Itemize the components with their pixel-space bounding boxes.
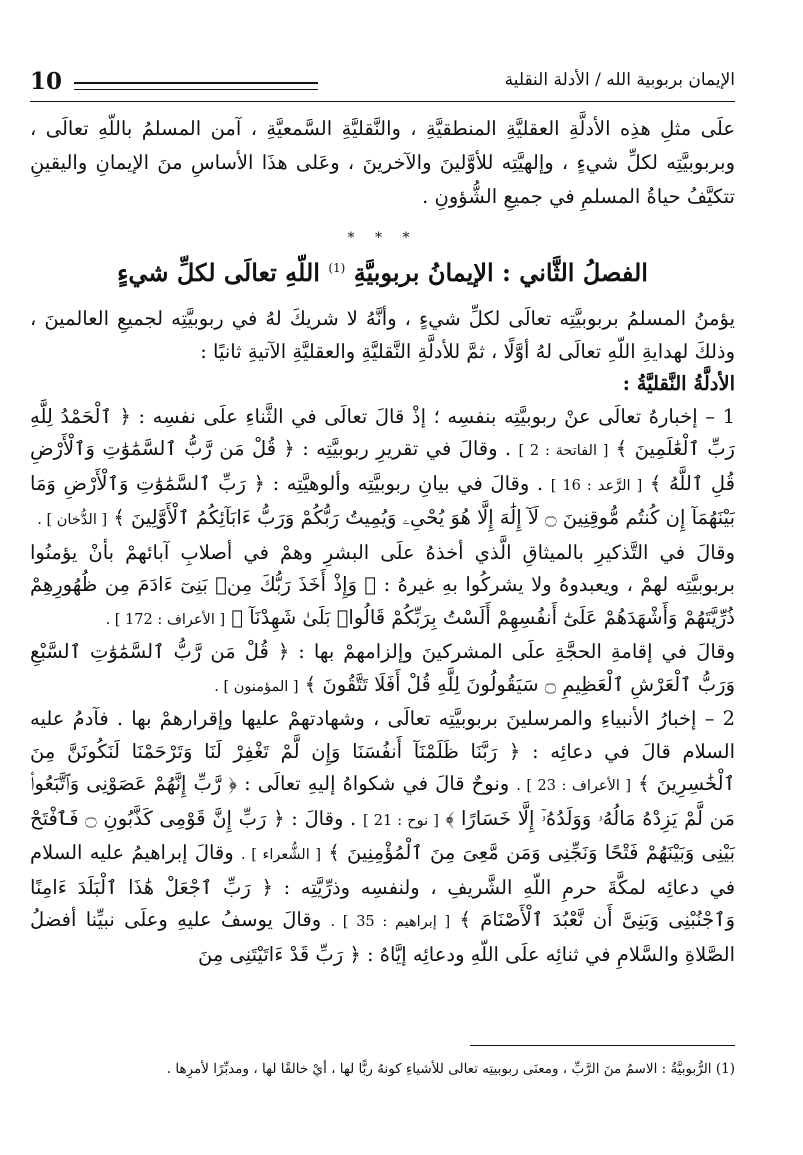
text-run: 2 – إخبارُ الأنبياءِ والمرسلينَ بربوبيَّتِه تعالَى ، وشهادتهمْ عليها وإقرارهمْ بها . فآدمُ عليه السلام قالَ في دعائِه :: [30, 707, 736, 763]
verse-reference: [ الرَّعد : 16 ]: [550, 477, 643, 494]
verse-reference: [ الشُّعراء ] .: [240, 847, 322, 863]
text-run: وقالَ يوسفُ عليهِ وعلَى نبيِّنا أفضلُ الصَّلاةِ والسَّلامِ في ثنائِه علَى اللّهِ ودعائِه إيَّاهُ :: [30, 908, 735, 966]
quran-verse: ﴿ ٱلْحَمْدُ لِلَّهِ رَبِّ ٱلْعَٰلَمِينَ ﴾: [30, 404, 735, 460]
quran-verse: ﴿ قُلْ مَن رَّبُّ ٱلسَّمَٰوَٰتِ وَٱلْأَرْضِ قُلِ ٱللَّهُ ﴾: [30, 437, 735, 495]
paragraph-covenant: [30, 537, 735, 637]
paragraph-argument: [30, 636, 735, 703]
text-run: . وقالَ في تقريرِ ربوبيَّتِه :: [302, 437, 512, 460]
footnote: (1) الرُّبوبيَّةُ : الاسمُ منَ الرَّبِّ ، ومعنَى ربوبيتِه تعالى للأشياءِ كونهُ ربًّا لها ، أيْ خالقًا لها ، ومدبِّرًا لأمرِها .: [166, 1061, 735, 1077]
quran-verse: ﴿ وَإِذْ أَخَذَ رَبُّكَ مِنۢ بَنِىٓ ءَادَمَ مِن ظُهُورِهِمْ ذُرِّيَّتَهُمْ وَأَشْهَدَهُمْ عَلَىٰٓ أَنفُسِهِمْ أَلَسْتُ بِرَبِّكُمْ قَالُوا۟ بَلَىٰ شَهِدْنَآ ﴾: [30, 573, 735, 629]
header-double-rule: [74, 82, 318, 90]
intro-section: [30, 112, 735, 214]
verse-reference: [ الدُّخان ] .: [37, 512, 108, 528]
verse-reference: [ الأعراف : 23 ] .: [516, 778, 632, 794]
text-run: وقالَ في إقامةِ الحجَّةِ علَى المشركينَ وإلزامهمْ بها :: [298, 640, 735, 663]
quran-verse: ﴿ قُلْ مَن رَّبُّ ٱلسَّمَٰوَٰتِ ٱلسَّبْعِ وَرَبُّ ٱلْعَرْشِ ٱلْعَظِيمِ ۝ سَيَقُولُونَ لِلَّهِ قُلْ أَفَلَا تَتَّقُونَ ﴾: [30, 640, 735, 696]
verse-reference: [ نوح : 21 ]: [362, 812, 439, 829]
verse-reference: [ المؤمنون ] .: [214, 678, 299, 695]
section-separator: * * *: [347, 230, 418, 246]
opening-paragraph: يؤمنُ المسلمُ بربوبيَّتِه تعالَى لكلِّ شيءٍ ، وأنَّهُ لا شريكَ لهُ في ربوبيَّتِه لجميعِ العالمينَ ، وذلكَ لهدايةِ اللّهِ تعالَى لهُ أوَّلًا ، ثمَّ للأدلَّةِ النَّقليَّةِ والعقليَّةِ الآتيةِ ثانيًا :: [30, 307, 735, 363]
text-run: . وقالَ :: [291, 806, 357, 830]
chapter-title-start: الفصلُ الثَّاني : الإيمانُ بربوبيَّةِ: [353, 258, 648, 287]
page-number: 10: [30, 68, 63, 95]
footnote-rule: [470, 1045, 735, 1046]
paragraph-point-2: [30, 703, 735, 971]
running-title: الإيمان بربوبية الله / الأدلة النقلية: [504, 70, 735, 90]
text-run: وقالَ إبراهيمُ عليه السلام في دعائِه لمكَّةَ حرمِ اللّهِ الشَّريفِ ، ولنفسِه وذرِّيَّتِه :: [30, 841, 736, 899]
footnote-marker: (1): [328, 261, 346, 275]
text-run: وقالَ في التَّذكيرِ بالميثاقِ الَّذي أخذهُ علَى البشرِ وهمْ في أصلابِ آبائهمْ بأنْ يؤمنُوا بربوبيَّتِه لهمْ ، ويعبدوهُ ولا يشركُوا بهِ غيرهُ :: [30, 540, 735, 596]
verse-reference: [ الفاتحة : 2 ]: [518, 443, 609, 459]
quran-verse: ﴿ رَبِّ ٱلسَّمَٰوَٰتِ وَٱلْأَرْضِ وَمَا بَيْنَهُمَآ إِن كُنتُم مُّوقِنِينَ ۝ لَآ إِلَٰهَ إِلَّا هُوَ يُحْىِۦ وَيُمِيتُ رَبُّكُمْ وَرَبُّ ءَابَآئِكُمُ ٱلْأَوَّلِينَ ﴾: [30, 471, 735, 529]
quran-verse: ﴿ رَبَّنَا ظَلَمْنَآ أَنفُسَنَا وَإِن لَّمْ تَغْفِرْ لَنَا وَتَرْحَمْنَا لَنَكُونَنَّ مِنَ ٱلْخَٰسِرِينَ ﴾: [30, 739, 736, 795]
body-text: [30, 112, 735, 971]
verse-reference: [ الأعراف : 172 ] .: [105, 611, 226, 628]
chapter-title: [30, 248, 735, 293]
chapter-title-end: اللّهِ تعالَى لكلِّ شيءٍ: [117, 258, 320, 287]
quran-verse: ﴿ رَبِّ قَدْ ءَاتَيْتَنِى مِنَ: [197, 942, 361, 966]
quran-verse: ﴿ رَبِّ إِنَّ قَوْمِى كَذَّبُونِ ۝ فَٱفْتَحْ بَيْنِى وَبَيْنَهُمْ فَتْحًا وَنَجِّنِى وَمَن مَّعِىَ مِنَ ٱلْمُؤْمِنِينَ ﴾: [30, 806, 735, 864]
paragraph-point-1: [30, 401, 735, 537]
header-divider: [30, 101, 735, 102]
quran-verse: ﴿ رَّبِّ إِنَّهُمْ عَصَوْنِى وَٱتَّبَعُوا۟ مَن لَّمْ يَزِدْهُ مَالُهُۥ وَوَلَدُهُۥٓ إِلَّا خَسَارًا ﴾: [30, 772, 735, 830]
subheading: الأدلَّةُ النَّقليَّةُ :: [622, 372, 735, 395]
text-run: 1 – إخبارهُ تعالَى عنْ ربوبيَّتِه بنفسِه ؛ إذْ قالَ تعالَى في الثَّناءِ علَى نفسِه :: [138, 404, 736, 428]
page-header: [30, 68, 735, 100]
verse-reference: [ إبراهيم : 35 ] .: [330, 914, 451, 930]
intro-paragraph: علَى مثلِ هذِه الأدلَّةِ العقليَّةِ المنطقيَّةِ ، والنَّقليَّةِ السَّمعيَّةِ ، آمن المسلمُ باللّهِ تعالَى ، وبربوبيَّتِه لكلِّ شيءٍ ، وإلهيَّتِه للأوَّلينَ والآخرينَ ، وعَلى هذَا الأساسِ منَ الإيمانِ واليقينِ تتكيَّفُ حياةُ المسلمِ في جميعِ الشُّؤونِ .: [30, 117, 735, 208]
quran-verse: ﴿ رَبِّ ٱجْعَلْ هَٰذَا ٱلْبَلَدَ ءَامِنًا وَٱجْنُبْنِى وَبَنِىَّ أَن نَّعْبُدَ ٱلْأَصْنَامَ ﴾: [30, 875, 736, 931]
text-run: ونوحٌ قالَ في شكواهُ إليهِ تعالَى :: [244, 772, 510, 795]
text-run: . وقالَ في بيانِ ربوبيَّتِه وألوهيَّتِه :: [272, 471, 544, 495]
